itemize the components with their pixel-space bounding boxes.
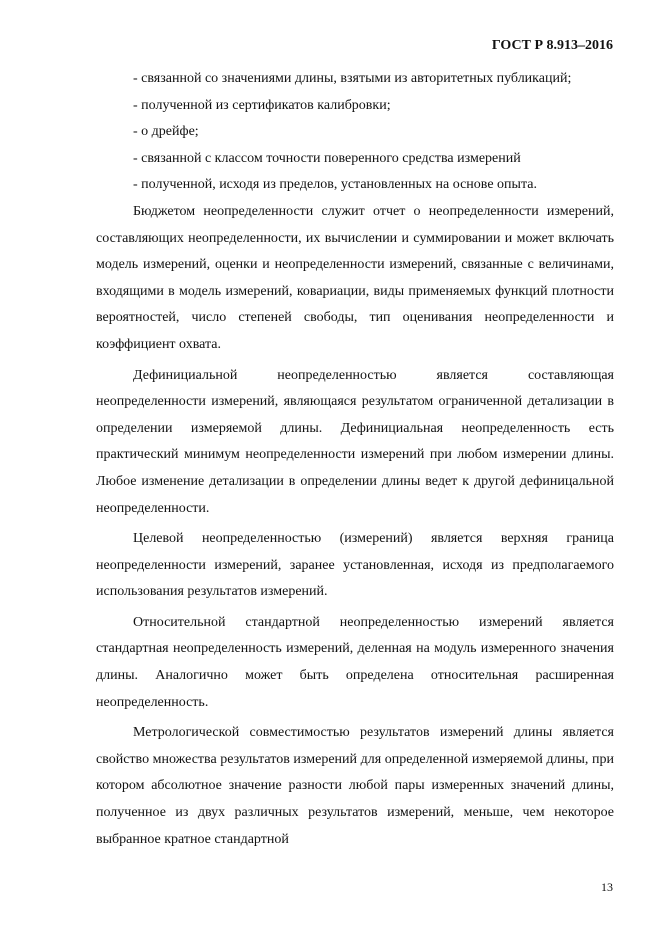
list-item-publications: - связанной со значениями длины, взятыми из авторитетных публикаций;	[133, 71, 572, 86]
list-item-accuracy-class: - связанной с классом точности поверенного средства измерений	[133, 150, 521, 166]
paragraph-relative-standard-uncertainty: Относительной стандартной неопределенностью измерений является стандартная неопределенность измерений, деленная на модуль измеренного значения длины. Аналогично может быть определена относительная расширенная неопределенность.	[96, 614, 614, 710]
paragraph-target-uncertainty: Целевой неопределенностью (измерений) является верхняя граница неопределенности измерений, заранее установленная, исходя из предполагаемого использования результатов измерений.	[96, 531, 614, 600]
body-text	[96, 66, 614, 853]
list-item-calibration-certificates: - полученной из сертификатов калибровки;	[133, 97, 391, 113]
paragraph-uncertainty-budget: Бюджетом неопределенности служит отчет о неопределенности измерений, составляющих неопределенности, их вычислении и суммировании и может включать модель измерений, оценки и неопределенности измерений, связанные с величинами, входящими в модель измерений, ковариации, виды применяемых функций плотности вероятностей, число степеней свободы, тип оценивания неопределенности и коэффициент охвата.	[96, 203, 614, 352]
list-item-experience-limits: - полученной, исходя из пределов, установленных на основе опыта.	[133, 177, 537, 193]
standard-code-header: ГОСТ Р 8.913–2016	[491, 38, 613, 53]
list-item-drift: - о дрейфе;	[133, 124, 199, 140]
paragraph-definitional-uncertainty: Дефинициальной неопределенностью является составляющая неопределенности измерений, являющаяся результатом ограниченной детализации в определении измеряемой длины. Дефинициальная неопределенность есть практический минимум неопределенности измерений при любом измерении длины. Любое изменение детализации в определении длины ведет к другой дефиницальной неопределенности.	[96, 367, 614, 516]
paragraph-metrological-compatibility: Метрологической совместимостью результатов измерений длины является свойство множества результатов измерений для определенной измеряемой длины, при котором абсолютное значение разности любой пары измеренных значений длины, полученное из двух различных результатов измерений, меньше, чем некоторое выбранное кратное стандартной	[96, 725, 614, 847]
page-number: 13	[601, 880, 613, 894]
